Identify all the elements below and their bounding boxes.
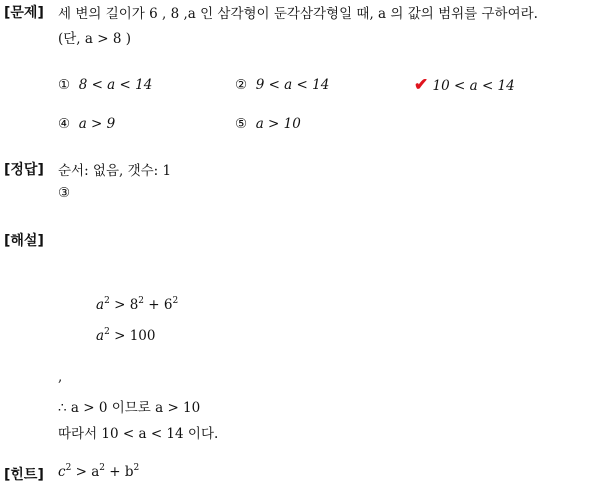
choice-5[interactable] (235, 116, 301, 132)
choice-number: ⑤ (235, 116, 248, 132)
hint-formula: $c^2 > a^2 + b^2$ (58, 463, 140, 480)
answer-value: ③ (58, 185, 71, 201)
problem-text-line1: 세 변의 길이가 6 , 8 ,a 인 삼각형이 둔각삼각형일 때, a 의 값의 범위를 구하여라. (58, 6, 538, 22)
problem-label: [문제] (4, 5, 44, 21)
choice-text: 9 < a < 14 (255, 77, 330, 93)
answer-label: [정답] (4, 162, 44, 178)
choice-4[interactable] (58, 116, 115, 132)
choice-number: ① (58, 77, 71, 93)
equation-1: $a^2 > 8^2 + 6^2$ (96, 296, 179, 313)
choice-number: ② (235, 77, 248, 93)
choice-text: 10 < a < 14 (432, 78, 515, 94)
answer-summary: 순서: 없음, 갯수: 1 (58, 163, 172, 179)
choice-2[interactable] (235, 77, 329, 93)
explanation-conclusion: 따라서 10 < a < 14 이다. (58, 426, 219, 442)
choice-text: 8 < a < 14 (78, 77, 153, 93)
choice-3[interactable] (414, 75, 515, 95)
choice-text: a > 10 (255, 116, 301, 132)
choice-1[interactable] (58, 77, 152, 93)
problem-text-line2: (단, a > 8 ) (58, 31, 131, 47)
explanation-label: [해설] (4, 233, 44, 249)
choice-number: ④ (58, 116, 71, 132)
choice-text: a > 9 (78, 116, 116, 132)
checkmark-icon: ✔ (414, 75, 429, 95)
hint-label: [힌트] (4, 467, 44, 483)
equation-2: $a^2 > 100$ (96, 327, 156, 344)
explanation-therefore: ∴ a > 0 이므로 a > 10 (58, 400, 201, 416)
explanation-comma: , (58, 369, 63, 385)
